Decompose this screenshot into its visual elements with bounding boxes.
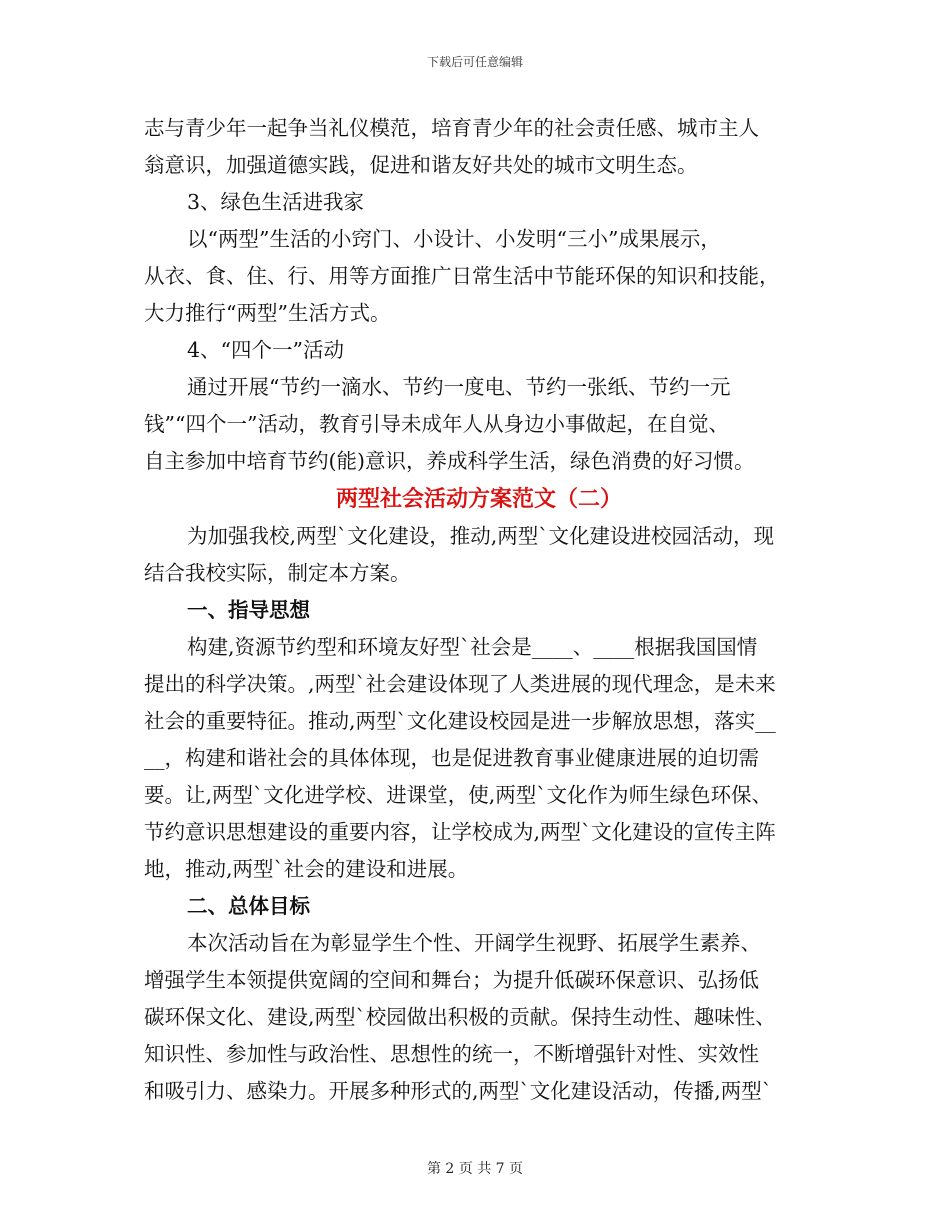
paragraph-line: 大力推行“两型”生活方式。	[144, 301, 391, 325]
page-header: 下载后可任意编辑	[426, 55, 523, 69]
paragraph-line: 本次活动旨在为彰显学生个性、开阔学生视野、拓展学生素养、	[187, 931, 761, 955]
paragraph-line: 志与青少年一起争当礼仪模范，培育青少年的社会责任感、城市主人	[144, 116, 759, 140]
paragraph-line: 提出的科学决策。,两型`社会建设体现了人类进展的现代理念，是未来	[144, 672, 776, 696]
paragraph-line: 要。让,两型`文化进学校、进课堂，使,两型`文化作为师生绿色环保、	[144, 783, 773, 807]
paragraph-line: 节约意识思想建设的重要内容，让学校成为,两型`文化建设的宣传主阵	[144, 820, 776, 844]
paragraph-line: 自主参加中培育节约(能)意识，养成科学生活，绿色消费的好习惯。	[144, 449, 755, 473]
section-heading: 一、指导思想	[187, 598, 310, 622]
paragraph-line: 社会的重要特征。推动,两型`文化建设校园是进一步解放思想，落实__	[144, 709, 776, 733]
paragraph-line: 地，推动,两型`社会的建设和进展。	[144, 857, 469, 881]
paragraph-line: 钱”“四个一”活动，教育引导未成年人从身边小事做起，在自觉、	[144, 412, 729, 436]
paragraph-line: 通过开展“节约一滴水、节约一度电、节约一张纸、节约一元	[187, 375, 731, 399]
paragraph-line: 碳环保文化、建设,两型`校园做出积极的贡献。保持生动性、趣味性、	[144, 1005, 776, 1029]
document-body	[144, 110, 814, 1110]
paragraph-line: 为加强我校,两型`文化建设，推动,两型`文化建设进校园活动，现	[187, 524, 775, 548]
item-heading: 4、“四个一”活动	[187, 338, 345, 362]
paragraph-line: 从衣、食、住、行、用等方面推广日常生活中节能环保的知识和技能，	[144, 264, 780, 288]
document-title: 两型社会活动方案范文（二）	[335, 486, 622, 512]
item-heading: 3、绿色生活进我家	[187, 190, 365, 214]
paragraph-line: 翁意识，加强道德实践，促进和谐友好共处的城市文明生态。	[144, 153, 698, 177]
paragraph-line: 知识性、参加性与政治性、思想性的统一，不断增强针对性、实效性	[144, 1042, 759, 1066]
paragraph-line: 增强学生本领提供宽阔的空间和舞台；为提升低碳环保意识、弘扬低	[144, 968, 759, 992]
paragraph-line: 和吸引力、感染力。开展多种形式的,两型`文化建设活动，传播,两型`	[144, 1079, 773, 1103]
section-heading: 二、总体目标	[187, 894, 310, 918]
paragraph-line: __，构建和谐社会的具体体现，也是促进教育事业健康进展的迫切需	[144, 746, 759, 770]
paragraph-line: 构建,资源节约型和环境友好型`社会是____、____根据我国国情	[187, 635, 758, 659]
paragraph-line: 以“两型”生活的小窍门、小设计、小发明“三小”成果展示，	[187, 227, 721, 251]
page-footer: 第 2 页 共 7 页	[426, 1161, 524, 1177]
paragraph-line: 结合我校实际，制定本方案。	[144, 561, 411, 585]
